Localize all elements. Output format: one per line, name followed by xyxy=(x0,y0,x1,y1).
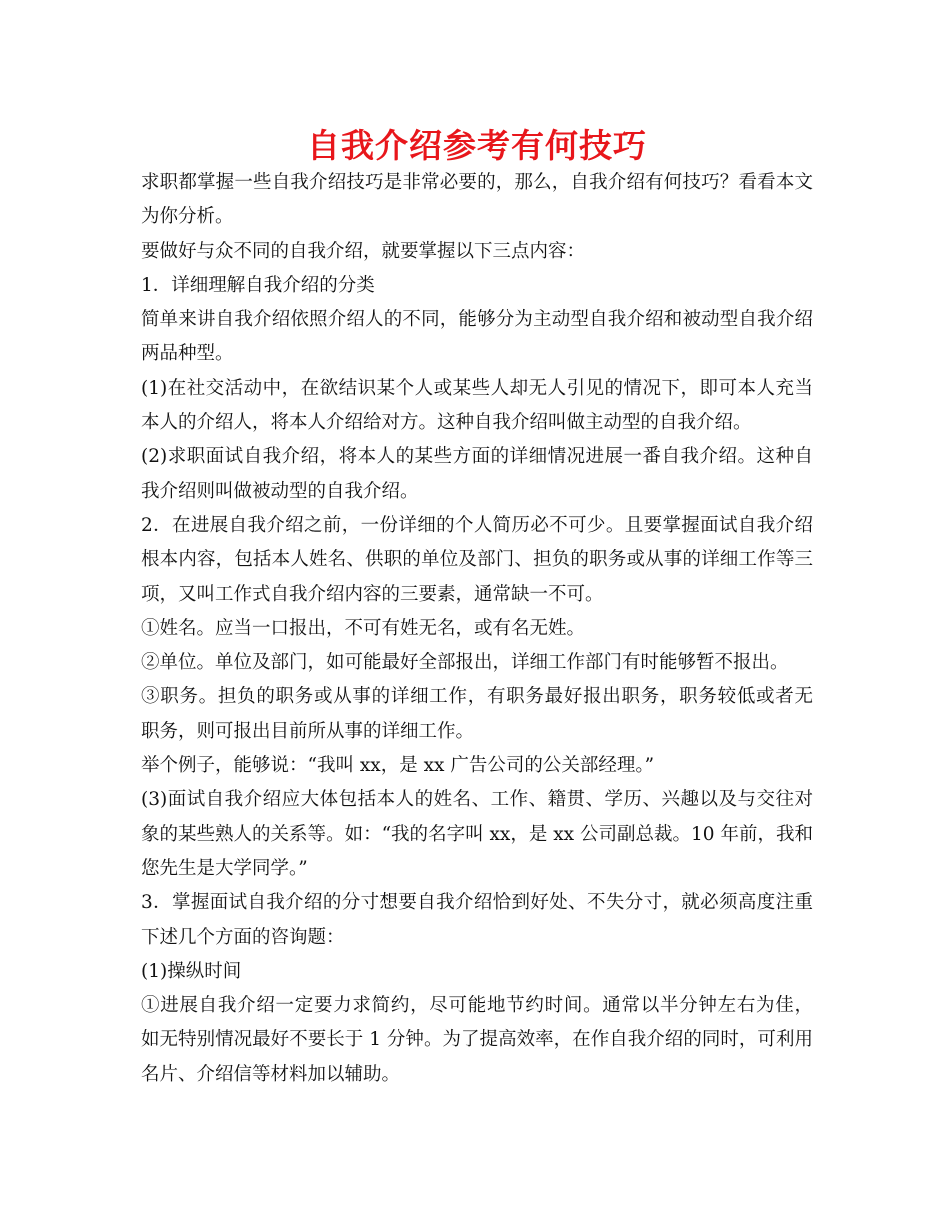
text-line: 2．在进展自我介绍之前，一份详细的个人简历必不可少。且要掌握面试自我介绍 xyxy=(141,514,813,536)
text-line: 本人的介绍人，将本人介绍给对方。这种自我介绍叫做主动型的自我介绍。 xyxy=(141,412,752,434)
text-line: 简单来讲自我介绍依照介绍人的不同，能够分为主动型自我介绍和被动型自我介绍 xyxy=(141,309,813,331)
text-line: 我介绍则叫做被动型的自我介绍。 xyxy=(141,480,419,502)
text-line: 1．详细理解自我介绍的分类 xyxy=(141,274,375,296)
text-line: (2)求职面试自我介绍，将本人的某些方面的详细情况进展一番自我介绍。这种自 xyxy=(141,446,813,468)
text-line: 求职都掌握一些自我介绍技巧是非常必要的，那么，自我介绍有何技巧？看看本文 xyxy=(141,172,813,193)
text-line: 项，又叫工作式自我介绍内容的三要素，通常缺一不可。 xyxy=(141,583,604,605)
text-line: 举个例子，能够说：“我叫 xx，是 xx 广告公司的公关部经理。” xyxy=(141,755,655,777)
text-line: 要做好与众不同的自我介绍，就要掌握以下三点内容： xyxy=(141,240,586,262)
text-line: 您先生是大学同学。” xyxy=(141,857,308,879)
document-title: 自我介绍参考有何技巧 xyxy=(307,126,647,165)
text-line: 如无特别情况最好不要长于 1 分钟。为了提高效率，在作自我介绍的同时，可利用 xyxy=(141,1029,813,1051)
text-line: ①姓名。应当一口报出，不可有姓无名，或有名无姓。 xyxy=(141,617,586,639)
text-line: 名片、介绍信等材料加以辅助。 xyxy=(141,1063,401,1085)
text-line: (1)操纵时间 xyxy=(141,960,242,982)
text-line: 下述几个方面的咨询题： xyxy=(141,926,345,948)
text-line: (1)在社交活动中，在欲结识某个人或某些人却无人引见的情况下，即可本人充当 xyxy=(141,377,813,399)
text-line: 3．掌握面试自我介绍的分寸想要自我介绍恰到好处、不失分寸，就必须高度注重 xyxy=(141,892,813,914)
text-line: 根本内容，包括本人姓名、供职的单位及部门、担负的职务或从事的详细工作等三 xyxy=(141,549,813,571)
text-line: 象的某些熟人的关系等。如：“我的名字叫 xx，是 xx 公司副总裁。10 年前，我和 xyxy=(141,823,813,845)
document-page xyxy=(141,118,813,1092)
text-line: (3)面试自我介绍应大体包括本人的姓名、工作、籍贯、学历、兴趣以及与交往对 xyxy=(141,789,813,811)
document-body xyxy=(141,166,813,1092)
text-line: 职务，则可报出目前所从事的详细工作。 xyxy=(141,720,475,742)
text-line: ③职务。担负的职务或从事的详细工作，有职务最好报出职务，职务较低或者无 xyxy=(141,686,813,708)
text-line: 为你分析。 xyxy=(141,206,234,228)
text-line: 两品种型。 xyxy=(141,343,234,365)
text-line: ①进展自我介绍一定要力求简约，尽可能地节约时间。通常以半分钟左右为佳， xyxy=(141,995,813,1017)
text-line: ②单位。单位及部门，如可能最好全部报出，详细工作部门有时能够暂不报出。 xyxy=(141,652,789,674)
